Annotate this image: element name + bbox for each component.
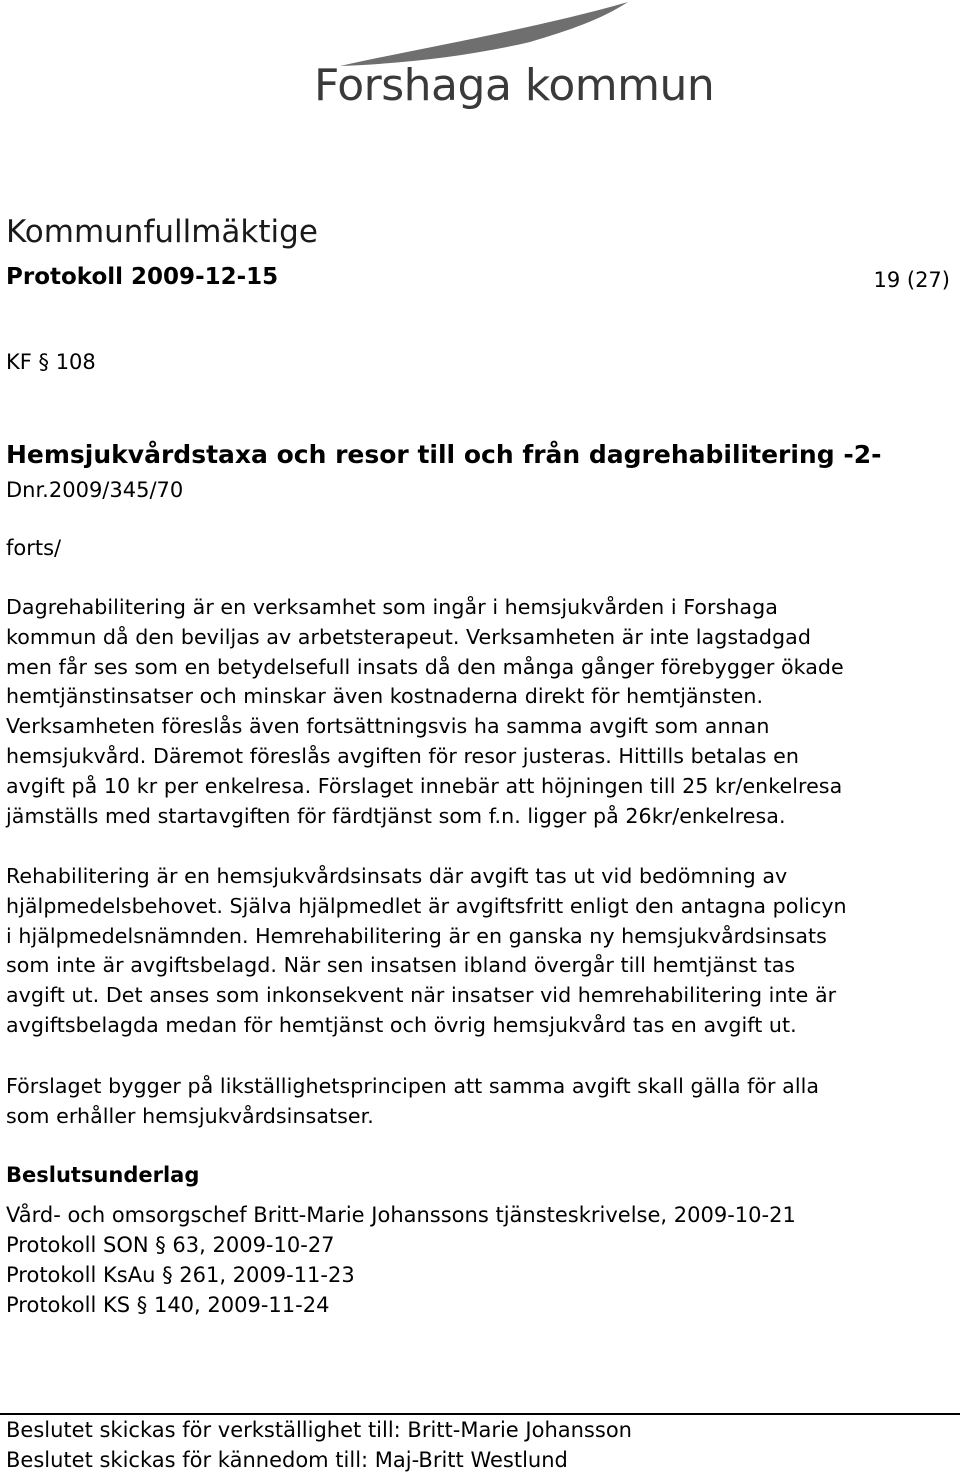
text-line: som inte är avgiftsbelagd. När sen insatsen ibland övergår till hemtjänst tas	[6, 953, 796, 978]
logo-wordmark: Forshaga kommun	[314, 60, 715, 111]
text-line: Verksamheten föreslås även fortsättningsvis ha samma avgift som annan	[6, 714, 770, 739]
protocol-date: Protokoll 2009-12-15	[6, 264, 279, 290]
text-line: men får ses som en betydelsefull insats då den många gånger förebygger ökade	[6, 654, 844, 679]
decision-basis-item: Protokoll KsAu § 261, 2009-11-23	[6, 1263, 355, 1287]
decision-basis-item: Protokoll KS § 140, 2009-11-24	[6, 1293, 330, 1317]
text-line: som erhåller hemsjukvårdsinsatser.	[6, 1103, 374, 1128]
text-line: i hjälpmedelsnämnden. Hemrehabilitering är en ganska ny hemsjukvårdsinsats	[6, 923, 827, 948]
registration-number: Dnr.2009/345/70	[6, 478, 184, 502]
text-line: hjälpmedelsbehovet. Själva hjälpmedlet är avgiftsfritt enligt den antagna policyn	[6, 893, 847, 918]
distribution-footer	[6, 1415, 632, 1475]
information-recipient: Beslutet skickas för kännedom till: Maj-Britt Westlund	[6, 1448, 568, 1472]
decision-basis-item: Vård- och omsorgschef Britt-Marie Johanssons tjänsteskrivelse, 2009-10-21	[6, 1203, 796, 1227]
text-line: Dagrehabilitering är en verksamhet som ingår i hemsjukvården i Forshaga	[6, 595, 778, 619]
text-line: hemsjukvård. Däremot föreslås avgiften för resor justeras. Hittills betalas en	[6, 743, 799, 768]
text-line: hemtjänstinsatser och minskar även kostnaderna direkt för hemtjänsten.	[6, 684, 764, 709]
text-line: avgiftsbelagda medan för hemtjänst och övrig hemsjukvård tas en avgift ut.	[6, 1012, 797, 1037]
text-line: avgift på 10 kr per enkelresa. Förslaget innebär att höjningen till 25 kr/enkelresa	[6, 773, 843, 798]
committee-name: Kommunfullmäktige	[6, 214, 318, 250]
municipality-logo	[300, 0, 715, 120]
section-title: Hemsjukvårdstaxa och resor till och från dagrehabilitering -2-	[6, 440, 882, 469]
text-line: Förslaget bygger på likställighetsprincipen att samma avgift skall gälla för alla	[6, 1074, 820, 1098]
text-line: kommun då den beviljas av arbetsterapeut. Verksamheten är inte lagstadgad	[6, 624, 811, 649]
decision-basis-list	[6, 1200, 796, 1320]
body-paragraph-3	[6, 1072, 956, 1132]
continued-marker: forts/	[6, 536, 62, 560]
execution-recipient: Beslutet skickas för verkställighet till: Britt-Marie Johansson	[6, 1418, 632, 1442]
body-paragraph-1	[6, 593, 956, 831]
text-line: Rehabilitering är en hemsjukvårdsinsats där avgift tas ut vid bedömning av	[6, 864, 788, 888]
decision-basis-item: Protokoll SON § 63, 2009-10-27	[6, 1233, 335, 1257]
decision-basis-heading: Beslutsunderlag	[6, 1163, 200, 1187]
page-number: 19 (27)	[873, 268, 950, 292]
text-line: jämställs med startavgiften för färdtjänst som f.n. ligger på 26kr/enkelresa.	[6, 803, 786, 828]
text-line: avgift ut. Det anses som inkonsekvent när insatser vid hemrehabilitering inte är	[6, 983, 837, 1008]
body-paragraph-2	[6, 862, 956, 1041]
paragraph-reference: KF § 108	[6, 350, 96, 374]
